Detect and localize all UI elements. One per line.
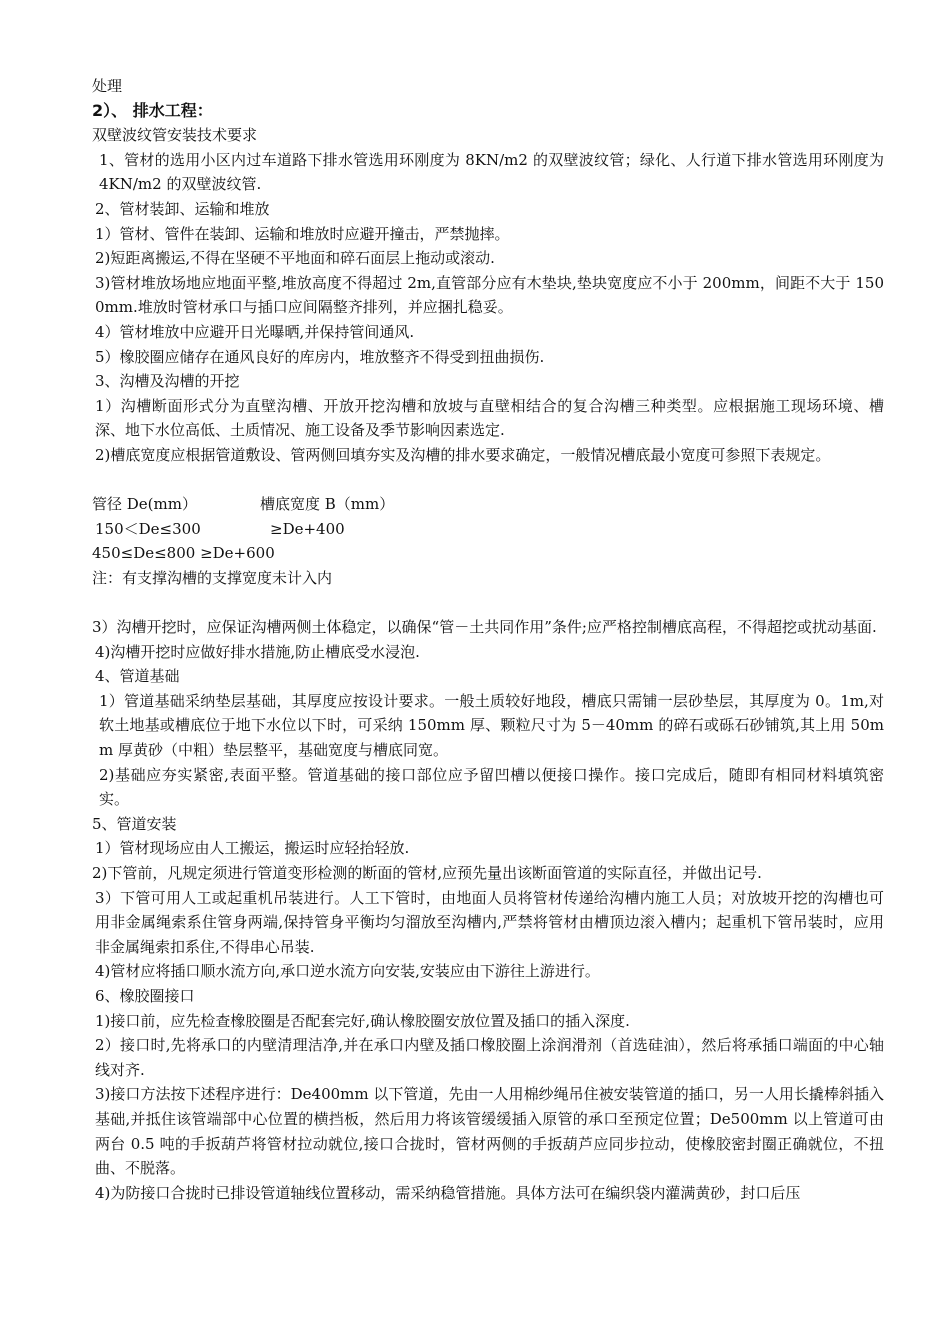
paragraph: 3）下管可用人工或起重机吊装进行。人工下管时，由地面人员将管材传递给沟槽内施工人员；对放坡开挖的沟槽也可用非金属绳索系住管身两端,保持管身平衡均匀溜放至沟槽内,严禁将管材由槽顶边滚入槽内；起重机下管吊装时，应用非金属绳索扣系住,不得串心吊装. [95, 888, 884, 956]
subheading-pipe-install: 双壁波纹管安装技术要求 [92, 126, 258, 145]
table-header-cell: 管径 De(mm） [92, 495, 197, 514]
section-heading-drainage: 2）、 排水工程： [92, 100, 213, 120]
blank-line [92, 590, 884, 615]
document-body [92, 74, 884, 1205]
paragraph: 5）橡胶圈应储存在通风良好的库房内，堆放整齐不得受到扭曲损伤. [95, 347, 545, 366]
paragraph: 1）管材现场应由人工搬运，搬运时应轻抬轻放. [95, 839, 410, 858]
numbered-heading: 6、橡胶圈接口 [95, 986, 195, 1005]
numbered-heading: 4、管道基础 [95, 667, 180, 686]
paragraph: 2)短距离搬运,不得在坚硬不平地面和碎石面层上拖动或滚动. [95, 249, 495, 268]
table-note: 注：有支撑沟槽的支撑宽度未计入内 [92, 568, 333, 587]
table-header-row [92, 492, 884, 517]
paragraph: 2)槽底宽度应根据管道敷设、管两侧回填夯实及沟槽的排水要求确定，一般情况槽底最小宽度可参照下表规定。 [95, 445, 831, 464]
paragraph: 4)为防接口合拢时已排设管道轴线位置移动，需采纳稳管措施。具体方法可在编织袋内灌满黄砂，封口后压 [95, 1183, 801, 1202]
table-cell: ≥De+400 [270, 519, 345, 538]
section-tail-text: 处理 [92, 77, 123, 95]
paragraph: 2）接口时,先将承口的内壁清理洁净,并在承口内壁及插口橡胶圈上涂润滑剂（首选硅油），然后将承插口端面的中心轴线对齐. [95, 1036, 884, 1079]
table-cell: 150＜De≤300 [95, 519, 201, 538]
paragraph: 4)管材应将插口顺水流方向,承口逆水流方向安装,安装应由下游往上游进行。 [95, 962, 600, 981]
paragraph: 2)基础应夯实紧密,表面平整。管道基础的接口部位应予留凹槽以便接口操作。接口完成后，随即有相同材料填筑密实。 [99, 765, 884, 809]
paragraph: 1)接口前，应先检查橡胶圈是否配套完好,确认橡胶圈安放位置及插口的插入深度. [95, 1011, 630, 1030]
paragraph: 1）管材、管件在装卸、运输和堆放时应避开撞击，严禁抛摔。 [95, 224, 510, 243]
numbered-heading: 5、管道安装 [92, 814, 177, 833]
table-row: 450≤De≤800 ≥De+600 [92, 544, 275, 563]
paragraph: 1）管道基础采纳垫层基础，其厚度应按设计要求。一般土质较好地段，槽底只需铺一层砂垫层，其厚度为 0。1m,对软土地基或槽底位于地下水位以下时，可采纳 150mm 厚、颗粒尺寸为 5－40mm 的碎石或砾石砂铺筑,其上用 50mm 厚黄砂（中粗）垫层整平，基础宽度与槽底同宽。 [99, 691, 884, 760]
table-row [92, 517, 884, 542]
numbered-heading: 2、管材装卸、运输和堆放 [95, 199, 270, 218]
paragraph: 3）沟槽开挖时，应保证沟槽两侧土体稳定，以确保“管－土共同作用”条件;应严格控制槽底高程，不得超挖或扰动基面. [92, 618, 877, 637]
paragraph: 3)管材堆放场地应地面平整,堆放高度不得超过 2m,直管部分应有木垫块,垫块宽度应不小于 200mm，间距不大于 1500mm.堆放时管材承口与插口应间隔整齐排列，并应捆扎稳妥。 [95, 273, 884, 317]
paragraph: 1）沟槽断面形式分为直壁沟槽、开放开挖沟槽和放坡与直壁相结合的复合沟槽三种类型。应根据施工现场环境、槽深、地下水位高低、土质情况、施工设备及季节影响因素选定. [95, 396, 884, 440]
paragraph: 2)下管前，凡规定须进行管道变形检测的断面的管材,应预先量出该断面管道的实际直径，并做出记号. [92, 864, 762, 882]
paragraph: 4）管材堆放中应避开日光曝晒,并保持管间通风. [95, 322, 415, 341]
paragraph: 1、管材的选用小区内过车道路下排水管选用环刚度为 8KN/m2 的双壁波纹管；绿化、人行道下排水管选用环刚度为 4KN/m2 的双壁波纹管. [99, 150, 884, 194]
paragraph: 4)沟槽开挖时应做好排水措施,防止槽底受水浸泡. [95, 642, 420, 661]
numbered-heading: 3、沟槽及沟槽的开挖 [95, 372, 240, 391]
blank-line [92, 468, 884, 493]
paragraph: 3)接口方法按下述程序进行：De400mm 以下管道，先由一人用棉纱绳吊住被安装管道的插口，另一人用长撬棒斜插入基础,并抵住该管端部中心位置的横挡板，然后用力将该管缓缓插入原管的承口至预定位置；De500mm 以上管道可由两台 0.5 吨的手扳葫芦将管材拉动就位,接口合拢时，管材两侧的手扳葫芦应同步拉动，使橡胶密封圈正确就位，不扭曲、不脱落。 [95, 1085, 884, 1178]
table-header-cell: 槽底宽度 B（mm） [260, 495, 395, 514]
